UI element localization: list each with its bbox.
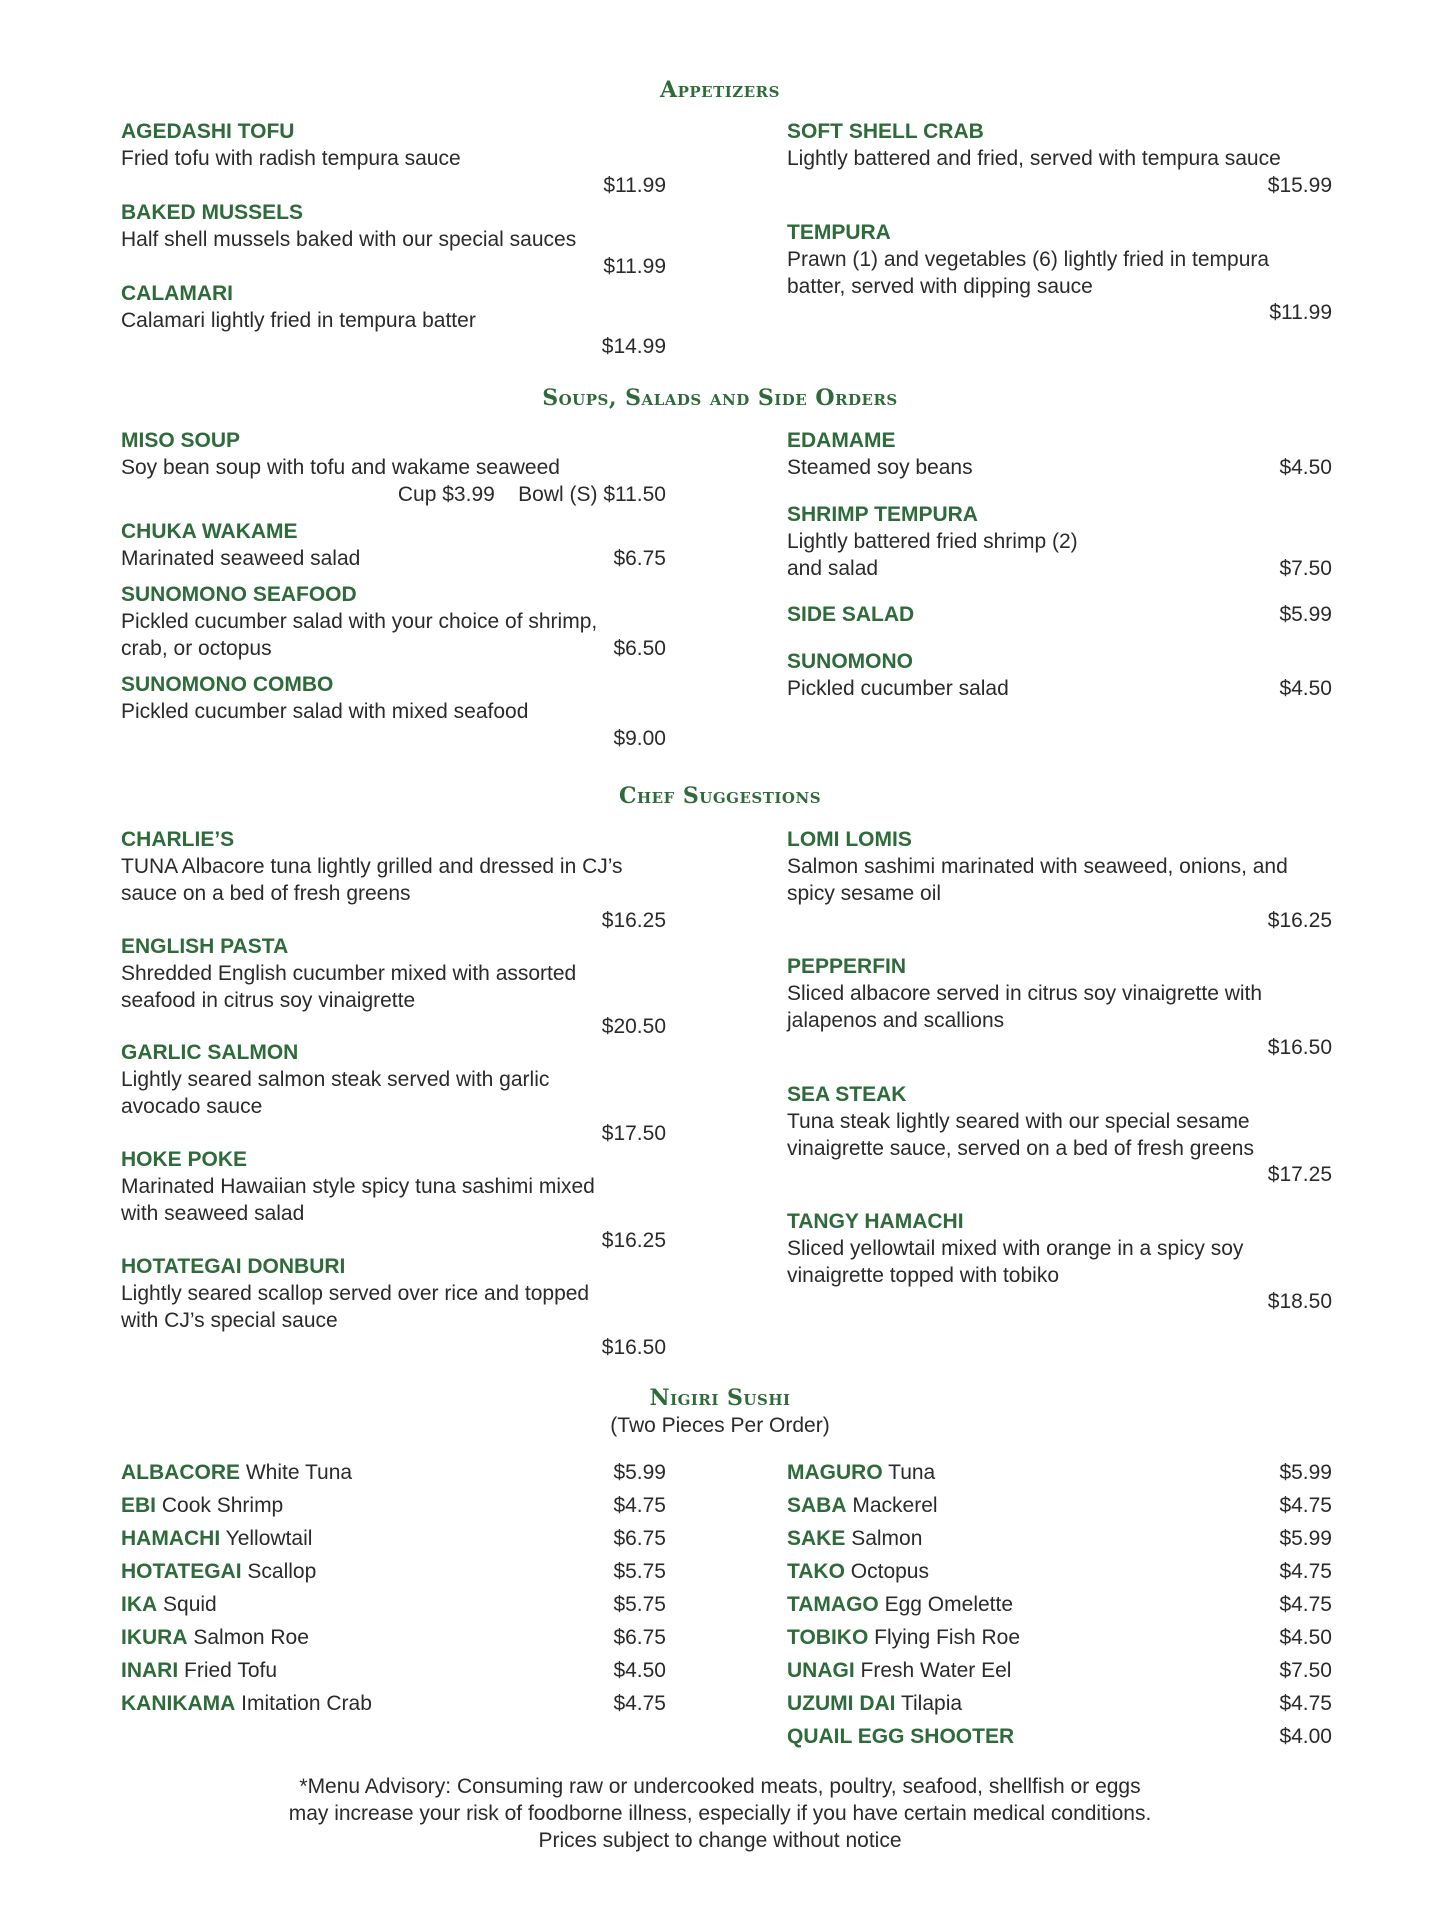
item-name: AGEDASHI TOFU [121, 120, 295, 143]
item-desc: spicy sesame oil [787, 882, 942, 905]
nigiri-name: SAKE [787, 1527, 846, 1550]
item-price: $11.99 [1269, 301, 1332, 324]
item-name: HOKE POKE [121, 1148, 248, 1171]
nigiri-price: $5.99 [1279, 1527, 1332, 1550]
nigiri-name: TAKO [787, 1560, 845, 1583]
nigiri-name: EBI [121, 1494, 157, 1517]
nigiri-price: $4.00 [1279, 1725, 1332, 1748]
item-name: CHARLIE’S [121, 828, 235, 851]
menu-item [787, 118, 1281, 172]
nigiri-price: $5.99 [613, 1461, 666, 1484]
nigiri-name: QUAIL EGG SHOOTER [787, 1725, 1015, 1748]
menu-item [121, 280, 476, 334]
item-price: $17.25 [1267, 1163, 1332, 1186]
item-desc: crab, or octopus [121, 637, 272, 660]
item-name: SHRIMP TEMPURA [787, 503, 978, 526]
item-desc: Fried tofu with radish tempura sauce [121, 147, 461, 170]
item-price: $16.25 [601, 909, 666, 932]
nigiri-row [787, 1558, 929, 1585]
item-price: $16.50 [601, 1336, 666, 1359]
item-name: SUNOMONO SEAFOOD [121, 583, 357, 606]
item-desc: Salmon sashimi marinated with seaweed, onions, and [787, 855, 1288, 878]
menu-item [787, 826, 1288, 907]
menu-item [121, 118, 461, 172]
item-price: $14.99 [601, 335, 666, 358]
item-desc: Lightly battered and fried, served with tempura sauce [787, 147, 1281, 170]
item-price: $9.00 [613, 727, 666, 750]
item-name: GARLIC SALMON [121, 1041, 299, 1064]
item-name: SIDE SALAD [787, 603, 915, 626]
item-price: $7.50 [1279, 557, 1332, 580]
menu-item [121, 1146, 595, 1227]
item-price: $16.25 [601, 1229, 666, 1252]
nigiri-row [121, 1690, 372, 1717]
item-name: SOFT SHELL CRAB [787, 120, 984, 143]
nigiri-row [787, 1591, 1013, 1618]
nigiri-price: $4.75 [1279, 1692, 1332, 1715]
item-name: CALAMARI [121, 282, 233, 305]
item-price: $5.99 [1279, 603, 1332, 626]
nigiri-row [787, 1657, 1011, 1684]
nigiri-row [121, 1657, 277, 1684]
nigiri-price: $5.99 [1279, 1461, 1332, 1484]
item-desc: avocado sauce [121, 1095, 263, 1118]
nigiri-desc: Scallop [247, 1560, 317, 1583]
item-desc: jalapenos and scallions [787, 1009, 1005, 1032]
nigiri-row [787, 1492, 938, 1519]
nigiri-desc: Squid [163, 1593, 217, 1616]
nigiri-price: $4.75 [1279, 1593, 1332, 1616]
item-desc: with CJ’s special sauce [121, 1309, 338, 1332]
nigiri-desc: Fresh Water Eel [860, 1659, 1012, 1682]
nigiri-price: $4.50 [613, 1659, 666, 1682]
item-name: SUNOMONO [787, 650, 913, 673]
nigiri-name: MAGURO [787, 1461, 883, 1484]
menu-item [121, 1039, 549, 1120]
nigiri-desc: Imitation Crab [241, 1692, 372, 1715]
nigiri-name: IKA [121, 1593, 158, 1616]
menu-item [121, 933, 576, 1014]
nigiri-desc: Salmon Roe [193, 1626, 309, 1649]
nigiri-row [787, 1459, 935, 1486]
item-name: TEMPURA [787, 221, 891, 244]
item-price: $4.50 [1279, 456, 1332, 479]
menu-item [787, 648, 1009, 702]
menu-item [787, 427, 973, 481]
item-desc: Pickled cucumber salad with your choice of shrimp, [121, 610, 598, 633]
item-desc: Prawn (1) and vegetables (6) lightly fried in tempura [787, 248, 1270, 271]
item-desc: Soy bean soup with tofu and wakame seaweed [121, 456, 560, 479]
item-price: $16.25 [1267, 909, 1332, 932]
nigiri-desc: Tuna [888, 1461, 936, 1484]
item-price: $11.99 [603, 174, 666, 197]
item-desc: Steamed soy beans [787, 456, 973, 479]
menu-advisory [0, 1773, 1440, 1854]
nigiri-row [121, 1591, 217, 1618]
nigiri-name: ALBACORE [121, 1461, 240, 1484]
nigiri-price: $7.50 [1279, 1659, 1332, 1682]
nigiri-desc: Flying Fish Roe [874, 1626, 1021, 1649]
item-desc: Half shell mussels baked with our special sauces [121, 228, 577, 251]
item-desc: TUNA Albacore tuna lightly grilled and dressed in CJ’s [121, 855, 623, 878]
item-desc: Marinated seaweed salad [121, 547, 361, 570]
nigiri-price: $4.75 [1279, 1494, 1332, 1517]
nigiri-price: $4.75 [613, 1692, 666, 1715]
nigiri-price: $4.75 [613, 1494, 666, 1517]
item-desc: Tuna steak lightly seared with our special sesame [787, 1110, 1250, 1133]
nigiri-desc: Mackerel [852, 1494, 938, 1517]
nigiri-name: TOBIKO [787, 1626, 869, 1649]
nigiri-desc: Egg Omelette [884, 1593, 1014, 1616]
item-desc: Lightly seared salmon steak served with garlic [121, 1068, 550, 1091]
item-name: LOMI LOMIS [787, 828, 912, 851]
item-desc: Pickled cucumber salad with mixed seafood [121, 700, 529, 723]
item-name: SUNOMONO COMBO [121, 673, 334, 696]
nigiri-price: $4.50 [1279, 1626, 1332, 1649]
item-name: CHUKA WAKAME [121, 520, 298, 543]
menu-item [787, 501, 1078, 582]
nigiri-row [121, 1525, 312, 1552]
item-desc: vinaigrette sauce, served on a bed of fresh greens [787, 1137, 1254, 1160]
item-desc: Calamari lightly fried in tempura batter [121, 309, 476, 332]
nigiri-price: $5.75 [613, 1560, 666, 1583]
item-price: $20.50 [601, 1015, 666, 1038]
item-name: PEPPERFIN [787, 955, 907, 978]
item-desc: Lightly seared scallop served over rice and topped [121, 1282, 590, 1305]
advisory-line: *Menu Advisory: Consuming raw or undercooked meats, poultry, seafood, shellfish or eggs [299, 1775, 1141, 1798]
nigiri-row [787, 1690, 962, 1717]
item-desc: Sliced albacore served in citrus soy vinaigrette with [787, 982, 1263, 1005]
item-desc: Marinated Hawaiian style spicy tuna sashimi mixed [121, 1175, 595, 1198]
item-price: $6.50 [613, 637, 666, 660]
nigiri-row [787, 1525, 922, 1552]
item-desc: sauce on a bed of fresh greens [121, 882, 411, 905]
section-title-appetizers: Appetizers [660, 77, 780, 103]
menu-item [787, 601, 914, 628]
item-desc: Lightly battered fried shrimp (2) [787, 530, 1078, 553]
section-title-soups: Soups, Salads and Side Orders [542, 385, 898, 411]
nigiri-name: KANIKAMA [121, 1692, 236, 1715]
item-price: $18.50 [1267, 1290, 1332, 1313]
nigiri-name: TAMAGO [787, 1593, 879, 1616]
menu-item [787, 953, 1262, 1034]
item-name: BAKED MUSSELS [121, 201, 304, 224]
section-title-chef-suggestions: Chef Suggestions [618, 783, 822, 809]
item-name: HOTATEGAI DONBURI [121, 1255, 346, 1278]
menu-item [121, 199, 576, 253]
nigiri-price: $6.75 [613, 1626, 666, 1649]
nigiri-desc: White Tuna [245, 1461, 353, 1484]
nigiri-price: $4.75 [1279, 1560, 1332, 1583]
advisory-line: Prices subject to change without notice [538, 1829, 902, 1852]
menu-item [121, 1253, 589, 1334]
item-desc: Pickled cucumber salad [787, 677, 1009, 700]
nigiri-row [121, 1459, 352, 1486]
item-name: MISO SOUP [121, 429, 241, 452]
item-name: SEA STEAK [787, 1083, 907, 1106]
nigiri-name: INARI [121, 1659, 179, 1682]
nigiri-row [787, 1723, 1014, 1750]
nigiri-name: IKURA [121, 1626, 188, 1649]
nigiri-name: UZUMI DAI [787, 1692, 896, 1715]
nigiri-row [787, 1624, 1020, 1651]
item-desc: Shredded English cucumber mixed with assorted [121, 962, 577, 985]
item-price: $16.50 [1267, 1036, 1332, 1059]
nigiri-price: $5.75 [613, 1593, 666, 1616]
item-price: $6.75 [613, 547, 666, 570]
advisory-line: may increase your risk of foodborne illness, especially if you have certain medical conditions. [288, 1802, 1152, 1825]
nigiri-name: HOTATEGAI [121, 1560, 242, 1583]
item-name: ENGLISH PASTA [121, 935, 289, 958]
nigiri-desc: Octopus [850, 1560, 929, 1583]
nigiri-name: SABA [787, 1494, 847, 1517]
nigiri-name: HAMACHI [121, 1527, 221, 1550]
nigiri-name: UNAGI [787, 1659, 855, 1682]
menu-item [787, 1081, 1254, 1162]
item-desc: seafood in citrus soy vinaigrette [121, 989, 416, 1012]
item-name: EDAMAME [787, 429, 896, 452]
item-price: $11.99 [603, 255, 666, 278]
nigiri-row [121, 1558, 316, 1585]
item-desc: vinaigrette topped with tobiko [787, 1264, 1060, 1287]
nigiri-desc: Yellowtail [225, 1527, 313, 1550]
nigiri-desc: Fried Tofu [184, 1659, 278, 1682]
nigiri-price: $6.75 [613, 1527, 666, 1550]
menu-item [787, 219, 1269, 300]
item-price: $17.50 [601, 1122, 666, 1145]
menu-item [121, 826, 623, 907]
item-price: $15.99 [1267, 174, 1332, 197]
item-desc: batter, served with dipping sauce [787, 275, 1093, 298]
menu-item [121, 671, 528, 725]
item-desc: with seaweed salad [121, 1202, 305, 1225]
menu-item [121, 518, 360, 572]
nigiri-row [121, 1624, 309, 1651]
item-name: TANGY HAMACHI [787, 1210, 964, 1233]
item-desc: Sliced yellowtail mixed with orange in a spicy soy [787, 1237, 1244, 1260]
item-price: Cup $3.99 Bowl (S) $11.50 [397, 483, 666, 506]
section-title-nigiri: Nigiri Sushi [649, 1385, 791, 1411]
nigiri-desc: Salmon [851, 1527, 923, 1550]
nigiri-desc: Cook Shrimp [161, 1494, 284, 1517]
menu-item [121, 427, 560, 481]
item-desc: and salad [787, 557, 879, 580]
nigiri-row [121, 1492, 283, 1519]
menu-item [787, 1208, 1243, 1289]
nigiri-desc: Tilapia [900, 1692, 963, 1715]
section-subtitle-nigiri: (Two Pieces Per Order) [610, 1414, 830, 1437]
item-price: $4.50 [1279, 677, 1332, 700]
